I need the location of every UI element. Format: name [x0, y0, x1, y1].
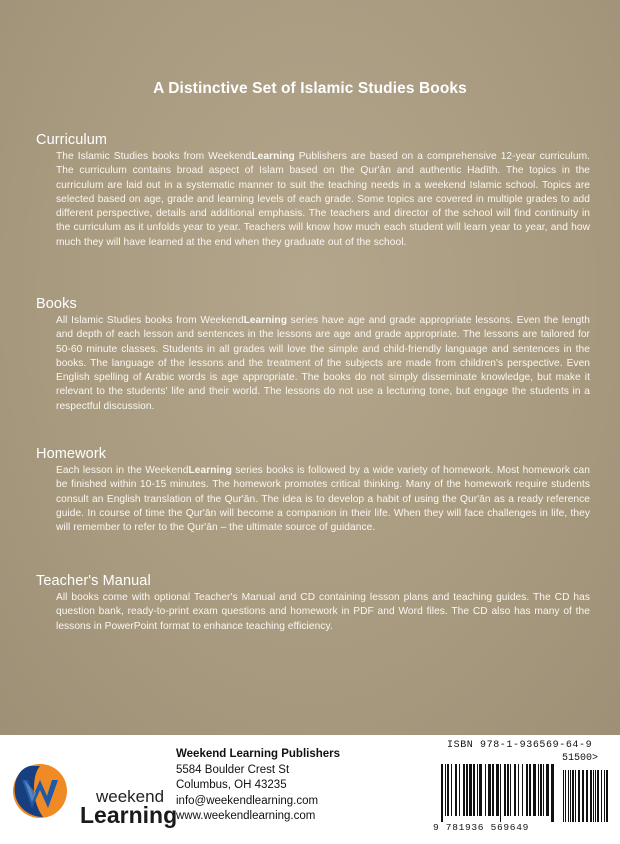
barcode-bar	[533, 764, 536, 816]
barcode-bar	[466, 764, 468, 816]
section-teachers-manual	[36, 573, 590, 634]
section-heading: Books	[36, 296, 77, 312]
barcode-addon-bar	[604, 770, 605, 822]
isbn-barcode-block	[433, 740, 613, 836]
publisher-logo	[10, 758, 178, 828]
section-homework	[36, 446, 590, 535]
barcode-addon-bar	[568, 770, 569, 822]
price-code: 51500>	[562, 753, 599, 764]
barcode-bar	[507, 764, 509, 816]
barcode-addon-bar	[590, 770, 592, 822]
barcode-addon-bar	[563, 770, 564, 822]
publisher-name: Weekend Learning Publishers	[176, 748, 341, 760]
barcode-bar	[469, 764, 472, 816]
section-text: Each lesson in the WeekendLearning series books is followed by a wide variety of homework. Most homework can be finished within 10-15 minutes. The homework promotes critical thinking. Many of the homework require students consult an English translation of the Qur'ān. The idea is to develop a habit of using the Qur'ān as a ready reference guide. In course of time the Qur'ān will become a companion in their life. When they will face challenges in life, they will remember to refer to the Qur'ān – the ultimate source of guidance.	[56, 465, 590, 534]
section-heading: Homework	[36, 446, 107, 462]
barcode-addon-bar	[597, 770, 599, 822]
barcode-bar	[500, 764, 501, 822]
barcode-addon-bar	[565, 770, 566, 822]
barcode-bar	[522, 764, 523, 816]
website-link[interactable]: www.weekendlearning.com	[176, 810, 316, 822]
barcode-addon-bar	[570, 770, 571, 822]
footer-panel	[0, 735, 620, 844]
barcode-bar	[473, 764, 475, 816]
barcode-bar	[479, 764, 482, 816]
barcode-bar	[485, 764, 486, 816]
section-heading: Curriculum	[36, 132, 108, 148]
barcode-bar	[447, 764, 449, 816]
publisher-info	[176, 747, 340, 825]
barcode-bar	[445, 764, 446, 816]
barcode-addon-bar	[578, 770, 580, 822]
section-text: All Islamic Studies books from WeekendLearning series have age and grade appropriate lessons. Even the length and depth of each lesson and sentences in the lessons are age and grade appropriate. The lessons are tailored for 50-60 minute classes. Students in all grades will love the simple and child-friendly language and sentences in the books. The language of the lessons and the treatment of the subjects are made from children's perspective. Even English spelling of Arabic words is age appropriate. The books do not simply disseminate knowledge, but make it relevant to the students' life and their world. The lessons do not use a lecturing tone, but engage the students in a respectful discussion.	[56, 315, 590, 412]
barcode-bar	[551, 764, 554, 822]
barcode-addon-bar	[593, 770, 594, 822]
barcode-bar	[451, 764, 452, 816]
barcode-bar	[514, 764, 516, 816]
isbn-text: ISBN 978-1-936569-64-9	[447, 740, 593, 751]
ean-number: 9 781936 569649	[433, 822, 530, 833]
barcode-bar	[455, 764, 457, 816]
barcode-bar	[546, 764, 549, 816]
email-link[interactable]: info@weekendlearning.com	[176, 794, 319, 807]
barcode-bar	[543, 764, 544, 816]
address-line-2: Columbus, OH 43235	[176, 779, 287, 791]
barcode-bar	[488, 764, 491, 816]
barcode-bar	[538, 764, 539, 816]
barcode-addon-bar	[582, 770, 584, 822]
section-heading: Teacher's Manual	[36, 573, 151, 589]
barcode-addon-bar	[606, 770, 608, 822]
barcode-bar	[477, 764, 478, 816]
barcode-addon-bar	[601, 770, 602, 822]
w-logo-icon	[10, 758, 72, 820]
barcode-bar	[518, 764, 519, 816]
barcode	[433, 764, 613, 822]
logo-word-weekend: weekend	[96, 787, 165, 806]
barcode-addon-bar	[595, 770, 596, 822]
barcode-bar	[540, 764, 542, 816]
address-line-1: 5584 Boulder Crest St	[176, 763, 290, 776]
barcode-bar	[492, 764, 494, 816]
barcode-addon-bar	[572, 770, 574, 822]
barcode-bar	[526, 764, 528, 816]
section-books	[36, 296, 590, 414]
barcode-bar	[459, 764, 460, 816]
barcode-addon-bar	[586, 770, 588, 822]
logo-word-learning: Learning	[80, 802, 178, 828]
barcode-addon-bar	[575, 770, 576, 822]
section-text: The Islamic Studies books from WeekendLearning Publishers are based on a comprehensive 12-year curriculum. The curriculum contains broad aspect of Islam based on the Qur'ān and authentic Hadīth. The topics in the curriculum are laid out in a systematic manner to suit the teaching needs in a weekend Islamic school. Topics are selected based on age, grade and learning levels of each grade. Some topics are covered in multiple grades to add different perspective, details and additional emphasis. The teachers and director of the school will find continuity in the curriculum as it unfolds year to year. Teachers will know how much each student will learn year to year, and how much they will have learned at the end when they graduate out of the school.	[56, 151, 590, 248]
barcode-bar	[529, 764, 531, 816]
barcode-bar	[496, 764, 499, 816]
barcode-bar	[463, 764, 465, 816]
barcode-bar	[510, 764, 511, 816]
page-title: A Distinctive Set of Islamic Studies Books	[153, 80, 467, 97]
section-text: All books come with optional Teacher's Manual and CD containing lesson plans and teaching guides. The CD has question bank, ready-to-print exam questions and homework in PDF and Word files. The CD also has many of the lessons in PowerPoint format to enhance teaching efficiency.	[56, 592, 590, 632]
section-curriculum	[36, 132, 590, 250]
barcode-bar	[441, 764, 443, 822]
barcode-bar	[504, 764, 506, 816]
